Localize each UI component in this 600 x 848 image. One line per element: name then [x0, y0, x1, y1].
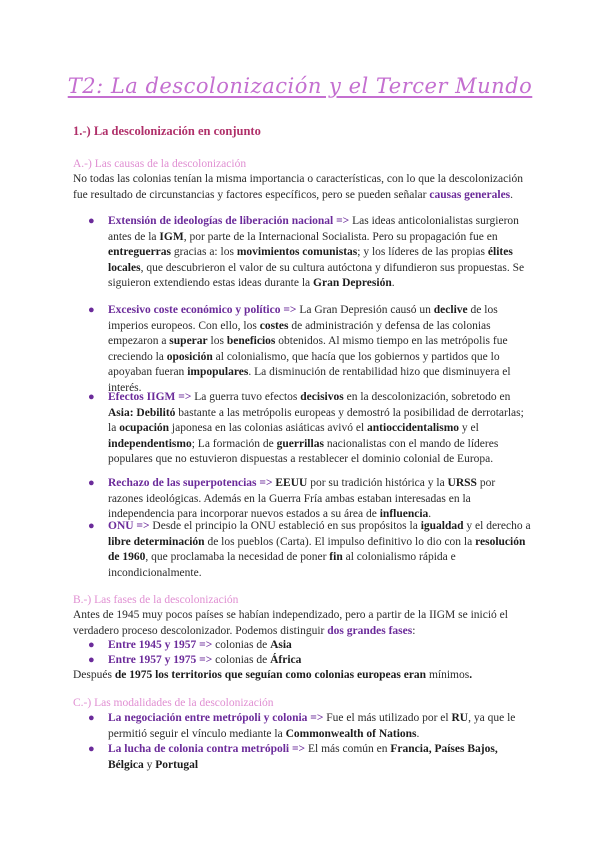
bold-run: influencia: [379, 508, 429, 520]
text-run: mínimos: [428, 669, 470, 681]
list-item-key: La negociación entre metrópoli y colonia =>: [108, 712, 324, 724]
text-run: Antes de 1945 muy pocos países se habían independizado, pero a partir de la IIGM se inició el verdadero proceso descolonizador. Podemos distinguir: [73, 609, 508, 637]
text-run: obtenidos. Al mismo tiempo en las metrópolis fue creciendo la: [108, 335, 508, 363]
list-item-text: [108, 653, 533, 669]
text-run: por su tradición histórica y la: [307, 477, 448, 489]
text-run: bastante a las metrópolis europeas y demostró la posibilidad de derrotarlas; la: [108, 406, 524, 434]
text-run: Desde el principio la ONU estableció en sus propósitos la: [149, 520, 421, 532]
bold-run: beneficios: [226, 335, 276, 347]
bold-run: igualdad: [420, 520, 464, 532]
intro-causes: [73, 172, 533, 203]
list-item: [88, 214, 533, 292]
list-item: [88, 519, 533, 581]
bold-run: Francia, Países Bajos, Bélgica: [108, 743, 498, 771]
text-run: .: [510, 188, 514, 201]
list-item-text: [108, 476, 533, 523]
bold-run: .: [469, 669, 473, 681]
bold-run: guerrillas: [276, 437, 324, 450]
text-run: Después: [73, 669, 112, 681]
list-item-key: Entre 1957 y 1975 =>: [108, 654, 213, 666]
list-item-text: [108, 214, 533, 292]
list-item-text: [108, 711, 533, 742]
list-item: [88, 711, 533, 742]
bullet-icon: ●: [88, 391, 95, 403]
bullet-icon: ●: [88, 654, 95, 666]
list-item: [88, 638, 533, 654]
bullet-icon: ●: [88, 477, 95, 489]
bold-run: Asia: Debilitó: [108, 406, 176, 419]
bold-run: impopulares: [187, 366, 249, 378]
bold-run: RU: [451, 712, 469, 724]
list-item-key: ONU =>: [108, 520, 150, 532]
bold-run: IGM: [159, 230, 184, 243]
bold-run: élites locales: [108, 246, 513, 274]
text-run: Fue el más utilizado por el: [323, 712, 452, 724]
text-run: La Gran Depresión causó un: [296, 304, 434, 316]
bold-run: superar: [169, 335, 208, 347]
bullet-icon: ●: [88, 639, 95, 651]
bullet-icon: ●: [88, 743, 95, 755]
text-run: y: [143, 758, 156, 771]
bullet-icon: ●: [88, 520, 95, 532]
list-item-key: Excesivo coste económico y político =>: [108, 304, 297, 316]
list-item-key: Efectos IIGM =>: [108, 391, 192, 403]
bold-run: libre determinación: [108, 535, 205, 548]
bold-run: resolución de 1960: [108, 535, 526, 563]
bold-run: antioccidentalismo: [367, 422, 460, 434]
list-item-key: Rechazo de las superpotencias =>: [108, 477, 273, 489]
text-run: colonias de: [212, 654, 271, 666]
document-title: T2: La descolonización y el Tercer Mundo: [67, 74, 533, 98]
text-run: nacionalistas con el mando de líderes populares que no estuvieron dispuestas a restablecer el dominio colonial de Europa.: [108, 437, 499, 465]
text-run: .: [391, 277, 395, 289]
bullet-icon: ●: [88, 304, 95, 316]
bullet-icon: ●: [88, 712, 95, 724]
list-item: [88, 476, 533, 523]
bold-run: declive: [433, 304, 468, 316]
text-run: los: [207, 335, 227, 347]
text-run: , ya que le permitió seguir el vínculo mediante la: [108, 712, 516, 740]
text-run: al colonialismo rápida e incondicionalmente.: [108, 551, 456, 579]
list-item: [88, 303, 533, 396]
text-run: , que proclamaba la necesidad de poner: [145, 551, 330, 563]
after-phases: [73, 668, 533, 684]
bold-run: Portugal: [155, 758, 199, 771]
text-run: La guerra tuvo efectos: [191, 391, 301, 403]
text-run: ; y los líderes de las propias: [357, 246, 488, 258]
list-item: [88, 742, 533, 773]
bold-run: costes: [259, 319, 289, 332]
list-item-key: La lucha de colonia contra metrópoli =>: [108, 743, 306, 755]
bold-run: EEUU: [275, 477, 308, 489]
subheading-phases: B.-) Las fases de la descolonización: [73, 594, 239, 606]
text-run: ; La formación de: [191, 437, 277, 450]
bold-run: decisivos: [300, 391, 344, 403]
list-item-text: [108, 742, 533, 773]
bold-run: África: [270, 654, 302, 666]
bold-run: URSS: [447, 477, 477, 489]
bold-run: fin: [329, 551, 343, 563]
text-run: , que descubrieron el valor de su cultura autóctona y difundieron sus propuestas. Se siguieron extendiendo estas ideas durante la: [108, 261, 525, 289]
text-run: :: [412, 624, 416, 637]
text-run: No todas las colonias tenían la misma importancia o características, con lo que la descolonización fue resultado de circunstancias y factores específicos, pero se pueden señalar: [73, 173, 523, 201]
text-run: .: [428, 508, 432, 520]
bold-run: causas generales: [429, 188, 511, 201]
text-run: de los imperios europeos. Con ello, los: [108, 304, 498, 332]
list-item-key: Extensión de ideologías de liberación nacional =>: [108, 215, 350, 227]
list-item: [88, 390, 533, 468]
text-run: de administración y defensa de las colonias empezaron a: [108, 319, 491, 347]
text-run: .: [416, 727, 420, 740]
bold-run: dos grandes fases: [327, 624, 413, 637]
bold-run: de 1975 los territorios que seguían como colonias europeas eran: [111, 669, 429, 681]
bold-run: entreguerras: [108, 246, 172, 258]
list-item-key: Entre 1945 y 1957 =>: [108, 639, 213, 651]
bold-run: movimientos comunistas: [236, 246, 358, 258]
text-run: . La disminución de rentabilidad hizo que disminuyera el interés.: [108, 366, 511, 394]
text-run: japonesa en las colonias asiáticas avivó el: [169, 422, 368, 434]
text-run: al colonialismo, que hacía que los gobiernos y partidos que lo apoyaban fueran: [108, 350, 500, 378]
text-run: de los pueblos (Carta). El impulso definitivo lo dio con la: [204, 535, 476, 548]
text-run: gracias a: los: [171, 246, 237, 258]
text-run: colonias de: [212, 639, 271, 651]
text-run: y el derecho a: [463, 520, 531, 532]
text-run: , por parte de la Internacional Socialista. Pero su propagación fue en: [183, 230, 498, 243]
text-run: por razones ideológicas. Además en la Guerra Fría ambas estaban interesadas en la independencia para incorporar nuevos estados a su área de: [108, 477, 496, 520]
bold-run: oposición: [166, 350, 213, 363]
text-run: Las ideas anticolonialistas surgieron antes de la: [108, 215, 519, 243]
list-item-text: [108, 519, 533, 581]
section-heading: 1.-) La descolonización en conjunto: [73, 124, 261, 138]
text-run: y el: [459, 422, 479, 434]
subheading-modes: C.-) Las modalidades de la descolonización: [73, 697, 274, 709]
intro-phases: [73, 608, 533, 639]
bold-run: independentismo: [108, 437, 192, 450]
bullet-icon: ●: [88, 215, 95, 227]
bold-run: Gran Depresión: [313, 277, 392, 289]
list-item: [88, 653, 533, 669]
list-item-text: [108, 638, 533, 654]
list-item-text: [108, 303, 533, 396]
subheading-causes: A.-) Las causas de la descolonización: [73, 158, 247, 170]
bold-run: ocupación: [119, 422, 170, 434]
text-run: El más común en: [305, 743, 391, 755]
bold-run: Commonwealth of Nations: [285, 727, 417, 740]
bold-run: Asia: [270, 639, 292, 651]
text-run: en la descolonización, sobretodo en: [343, 391, 511, 403]
list-item-text: [108, 390, 533, 468]
